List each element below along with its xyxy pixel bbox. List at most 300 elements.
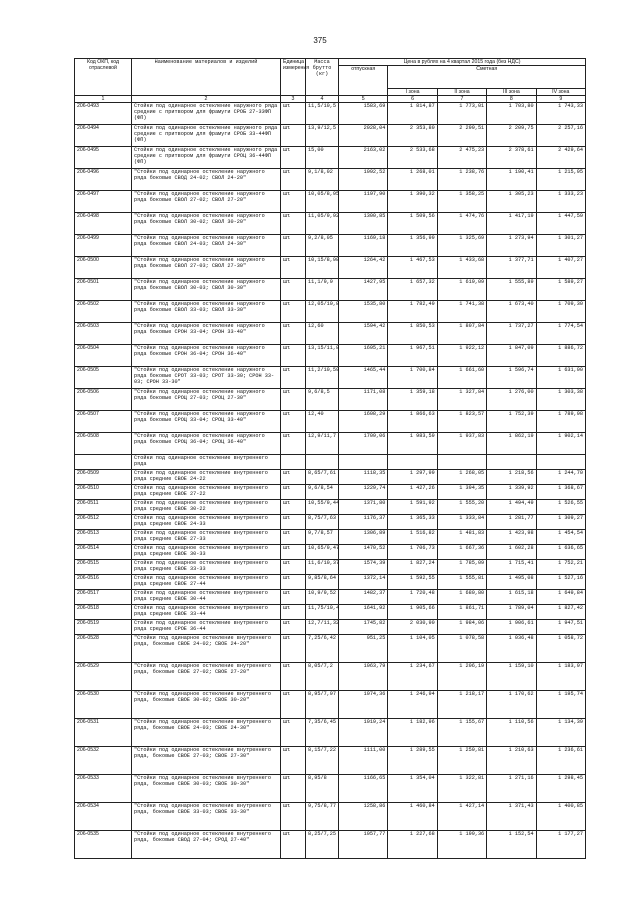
cell-zone-4-price: 1 631,00: [536, 367, 585, 389]
cell-zone-4-price: 1 589,27: [536, 279, 585, 301]
cell-mass: 11,2/10,59: [306, 367, 339, 389]
cell-zone-2-price: 1 433,68: [437, 257, 486, 279]
cell-code: 206-0519: [75, 620, 132, 635]
cell-zone-1-price: 1 104,05: [388, 635, 437, 663]
table-row: [75, 213, 586, 235]
cell-zone-1-price: 1 356,99: [388, 235, 437, 257]
cell-code: 206-0499: [75, 235, 132, 257]
cell-zone-3-price: 1 862,19: [487, 433, 536, 455]
table-row: [75, 323, 586, 345]
cell-code: 206-0530: [75, 691, 132, 719]
cell-name: [132, 545, 281, 560]
table-row: [75, 125, 586, 147]
cell-mass: 11,6/10,37: [306, 560, 339, 575]
cell-unit: шт.: [281, 147, 306, 169]
cell-mass: 10,05/8,95: [306, 191, 339, 213]
table-row: [75, 257, 586, 279]
cell-code: 206-0506: [75, 389, 132, 411]
cell-release-price: 1695,21: [339, 345, 388, 367]
material-name: "Стойки под одинарное остекление наружного ряда боковые СРОН 33-04; СРОН 33-40": [134, 323, 265, 335]
cell-name: [132, 103, 281, 125]
cell-code: 206-0517: [75, 590, 132, 605]
cell-code: 206-0500: [75, 257, 132, 279]
cell-unit: шт.: [281, 831, 306, 859]
cell-zone-4-price: 1 947,51: [536, 620, 585, 635]
cell-name: [132, 620, 281, 635]
cell-mass: 8,65/7,61: [306, 470, 339, 485]
cell-name: [132, 169, 281, 191]
cell-zone-2-price: [437, 455, 486, 470]
cell-code: 206-0493: [75, 103, 132, 125]
cell-release-price: 1063,79: [339, 663, 388, 691]
cell-zone-2-price: 1 619,09: [437, 279, 486, 301]
cell-unit: шт.: [281, 470, 306, 485]
cell-zone-2-price: 1 922,12: [437, 345, 486, 367]
cell-code: 206-0505: [75, 367, 132, 389]
material-name: "Стойки под одинарное остекление наружного ряда боковые СРОЦ 27-03; СРОЦ 27-30": [134, 389, 265, 401]
cell-unit: шт.: [281, 345, 306, 367]
cell-mass: 8,25/7,25: [306, 831, 339, 859]
cell-mass: 11,5/10,5: [306, 103, 339, 125]
table-row: [75, 367, 586, 389]
cell-mass: 10,55/9,44: [306, 500, 339, 515]
cell-name: [132, 389, 281, 411]
material-name: Стойки под одинарное остекление внутреннего ряда средние СВОЕ 27-22: [134, 485, 268, 497]
cell-release-price: 951,25: [339, 635, 388, 663]
material-name: "Стойки под одинарное остекление наружного ряда боковые СВОЛ 33-03; СВОЛ 33-30": [134, 301, 265, 313]
column-index: 6: [388, 96, 437, 103]
header-zone-2: II зона: [437, 89, 486, 96]
cell-zone-3-price: 1 159,10: [487, 663, 536, 691]
cell-zone-3-price: 1 110,56: [487, 719, 536, 747]
cell-name: [132, 279, 281, 301]
table-row: [75, 103, 586, 125]
cell-zone-4-price: 1 058,72: [536, 635, 585, 663]
cell-unit: шт.: [281, 235, 306, 257]
cell-zone-1-price: 1 967,51: [388, 345, 437, 367]
cell-zone-1-price: 1 700,84: [388, 367, 437, 389]
cell-zone-3-price: 1 715,41: [487, 560, 536, 575]
cell-name: [132, 663, 281, 691]
cell-release-price: 1111,00: [339, 747, 388, 775]
cell-zone-4-price: 1 400,85: [536, 803, 585, 831]
cell-release-price: 1176,37: [339, 515, 388, 530]
cell-unit: шт.: [281, 213, 306, 235]
cell-code: 206-0495: [75, 147, 132, 169]
cell-zone-1-price: 1 983,59: [388, 433, 437, 455]
cell-zone-3-price: 1 371,43: [487, 803, 536, 831]
cell-release-price: 1300,85: [339, 213, 388, 235]
cell-code: 206-0518: [75, 605, 132, 620]
table-row: [75, 169, 586, 191]
material-name: "Стойки под одинарное остекление внутреннего ряда, боковые СВОЕ 27-03; СВОЕ 27-30": [134, 747, 271, 759]
cell-unit: шт.: [281, 515, 306, 530]
cell-code: 206-0531: [75, 719, 132, 747]
cell-zone-4-price: 1 527,16: [536, 575, 585, 590]
cell-mass: 8,95/8: [306, 775, 339, 803]
cell-zone-1-price: 1 782,49: [388, 301, 437, 323]
table-row: [75, 470, 586, 485]
cell-name: [132, 345, 281, 367]
material-name: Стойки под одинарное остекление наружного ряда средние с притвором для фрамуги СРОБ 27-33ФП (ФП): [134, 103, 278, 121]
cell-zone-2-price: 1 333,84: [437, 515, 486, 530]
section-row: [75, 455, 586, 470]
cell-unit: шт.: [281, 620, 306, 635]
cell-zone-3-price: 1 494,49: [487, 500, 536, 515]
cell-mass: [306, 455, 339, 470]
cell-name: [132, 719, 281, 747]
cell-release-price: 1470,52: [339, 545, 388, 560]
cell-name: [132, 831, 281, 859]
cell-zone-1-price: 1 297,99: [388, 470, 437, 485]
cell-zone-4-price: 1 368,67: [536, 485, 585, 500]
cell-code: 206-0514: [75, 545, 132, 560]
table-row: [75, 389, 586, 411]
cell-zone-3-price: 1 305,23: [487, 191, 536, 213]
table-row: [75, 235, 586, 257]
header-zone-3: III зона: [487, 89, 536, 96]
cell-mass: 10,65/9,47: [306, 545, 339, 560]
table-row: [75, 747, 586, 775]
cell-release-price: 1118,35: [339, 470, 388, 485]
cell-zone-2-price: 1 667,36: [437, 545, 486, 560]
cell-zone-1-price: 1 390,32: [388, 191, 437, 213]
cell-mass: 12,05/10,8: [306, 301, 339, 323]
cell-unit: шт.: [281, 485, 306, 500]
header-estimate: Сметная: [388, 66, 586, 89]
cell-unit: шт.: [281, 191, 306, 213]
header-release: отпускная: [339, 66, 388, 96]
cell-zone-4-price: 1 407,27: [536, 257, 585, 279]
cell-unit: шт.: [281, 323, 306, 345]
cell-zone-2-price: 1 358,25: [437, 191, 486, 213]
cell-zone-3-price: 1 036,48: [487, 635, 536, 663]
cell-zone-3-price: 1 789,04: [487, 605, 536, 620]
cell-zone-3-price: 2 209,75: [487, 125, 536, 147]
cell-zone-2-price: 1 325,69: [437, 235, 486, 257]
material-name: Стойки под одинарное остекление внутреннего ряда средние СВОЕ 30-33: [134, 545, 268, 557]
cell-zone-1-price: 1 850,53: [388, 323, 437, 345]
cell-code: 206-0513: [75, 530, 132, 545]
material-name: "Стойки под одинарное остекление внутреннего ряда, боковые СВОЕ 24-03; СВОЕ 24-30": [134, 719, 271, 731]
cell-name: [132, 775, 281, 803]
cell-mass: 8,15/7,22: [306, 747, 339, 775]
cell-zone-3-price: 1 596,74: [487, 367, 536, 389]
cell-zone-2-price: 1 474,76: [437, 213, 486, 235]
cell-zone-3-price: 1 276,00: [487, 389, 536, 411]
cell-zone-1-price: 2 030,90: [388, 620, 437, 635]
cell-unit: шт.: [281, 575, 306, 590]
cell-zone-3-price: 1 906,61: [487, 620, 536, 635]
cell-mass: 15,00: [306, 147, 339, 169]
table-row: [75, 279, 586, 301]
table-row: [75, 691, 586, 719]
table-row: [75, 831, 586, 859]
cell-zone-3-price: 1 190,41: [487, 169, 536, 191]
cell-zone-2-price: 1 823,57: [437, 411, 486, 433]
cell-unit: шт.: [281, 605, 306, 620]
cell-code: 206-0532: [75, 747, 132, 775]
cell-mass: 13,9/12,5: [306, 125, 339, 147]
cell-zone-1-price: 1 354,04: [388, 775, 437, 803]
cell-unit: шт.: [281, 530, 306, 545]
cell-code: 206-0496: [75, 169, 132, 191]
header-mass: Масса брутто (кг): [306, 59, 339, 96]
material-name: "Стойки под одинарное остекление наружного ряда боковые СРОТ 33-03; СРОТ 33-30; СРОН 33-03; СРОН 33-30": [134, 367, 275, 385]
cell-zone-4-price: [536, 455, 585, 470]
cell-mass: 12,40: [306, 411, 339, 433]
page-number: 375: [313, 36, 327, 45]
cell-mass: 9,6/8,5: [306, 389, 339, 411]
cell-name: [132, 257, 281, 279]
table-row: [75, 635, 586, 663]
column-index: 1: [75, 96, 132, 103]
table-row: [75, 803, 586, 831]
cell-name: [132, 411, 281, 433]
material-name: "Стойки под одинарное остекление внутреннего ряда, боковые СВОД 27-04; СРОД 27-40": [134, 831, 271, 843]
material-name: "Стойки под одинарное остекление наружного ряда боковые СРОН 36-04; СРОН 36-40": [134, 345, 265, 357]
cell-unit: шт.: [281, 279, 306, 301]
cell-unit: шт.: [281, 301, 306, 323]
table-row: [75, 411, 586, 433]
cell-name: [132, 530, 281, 545]
cell-zone-2-price: 1 259,81: [437, 747, 486, 775]
price-table: [74, 58, 586, 859]
cell-zone-2-price: 1 937,83: [437, 433, 486, 455]
material-name: Стойки под одинарное остекление внутреннего ряда средние СВОЕ 27-44: [134, 575, 268, 587]
table-row: [75, 605, 586, 620]
cell-zone-1-price: 1 720,48: [388, 590, 437, 605]
cell-zone-1-price: 1 427,26: [388, 485, 437, 500]
cell-code: 206-0533: [75, 775, 132, 803]
cell-zone-4-price: 1 752,21: [536, 560, 585, 575]
cell-zone-3-price: 1 737,27: [487, 323, 536, 345]
cell-zone-4-price: 1 215,95: [536, 169, 585, 191]
cell-release-price: 1482,37: [339, 590, 388, 605]
cell-zone-3-price: 1 673,40: [487, 301, 536, 323]
cell-unit: шт.: [281, 367, 306, 389]
cell-zone-2-price: 1 555,81: [437, 575, 486, 590]
cell-release-price: 1057,77: [339, 831, 388, 859]
cell-release-price: 1709,06: [339, 433, 388, 455]
table-row: [75, 775, 586, 803]
cell-zone-4-price: 1 902,14: [536, 433, 585, 455]
column-index: 7: [437, 96, 486, 103]
cell-zone-1-price: 1 268,01: [388, 169, 437, 191]
cell-zone-2-price: 1 481,83: [437, 530, 486, 545]
cell-zone-3-price: 1 271,16: [487, 775, 536, 803]
header-code: Код ОКП, код отраслевой: [75, 59, 132, 96]
column-index: 9: [536, 96, 585, 103]
cell-code: 206-0497: [75, 191, 132, 213]
cell-zone-3-price: 1 417,19: [487, 213, 536, 235]
cell-name: [132, 635, 281, 663]
cell-unit: шт.: [281, 747, 306, 775]
cell-mass: 8,95/7,97: [306, 691, 339, 719]
cell-unit: шт.: [281, 500, 306, 515]
cell-zone-4-price: 1 298,45: [536, 775, 585, 803]
cell-zone-4-price: 1 303,38: [536, 389, 585, 411]
cell-name: [132, 691, 281, 719]
cell-unit: шт.: [281, 560, 306, 575]
cell-name: [132, 560, 281, 575]
column-index-row: [75, 96, 586, 103]
material-name: "Стойки под одинарное остекление наружного ряда боковые СВОЛ 27-02; СВОЛ 27-20": [134, 191, 265, 203]
cell-mass: 8,75/7,63: [306, 515, 339, 530]
cell-release-price: 1306,89: [339, 530, 388, 545]
cell-zone-4-price: 1 886,72: [536, 345, 585, 367]
cell-release-price: 1745,82: [339, 620, 388, 635]
table-row: [75, 719, 586, 747]
cell-mass: 13,15/11,8: [306, 345, 339, 367]
cell-zone-1-price: 1 359,18: [388, 389, 437, 411]
cell-code: 206-0516: [75, 575, 132, 590]
cell-zone-2-price: 1 322,81: [437, 775, 486, 803]
material-name: Стойки под одинарное остекление наружного ряда средние с притвором для фрамуги СРОЦ 36-44ФП (ФП): [134, 147, 278, 165]
cell-name: [132, 590, 281, 605]
cell-zone-1-price: 1 592,55: [388, 575, 437, 590]
cell-unit: шт.: [281, 691, 306, 719]
cell-zone-3-price: 1 615,18: [487, 590, 536, 605]
cell-code: 206-0529: [75, 663, 132, 691]
cell-zone-3-price: 1 152,54: [487, 831, 536, 859]
cell-zone-2-price: 1 268,05: [437, 470, 486, 485]
header-zone-4: IV зона: [536, 89, 585, 96]
cell-code: 206-0494: [75, 125, 132, 147]
cell-zone-4-price: 1 447,59: [536, 213, 585, 235]
cell-zone-3-price: 1 218,56: [487, 470, 536, 485]
cell-release-price: 1197,90: [339, 191, 388, 213]
cell-zone-4-price: 1 177,27: [536, 831, 585, 859]
cell-unit: шт.: [281, 103, 306, 125]
cell-mass: 10,15/8,98: [306, 257, 339, 279]
material-name: "Стойки под одинарное остекление внутреннего ряда, боковые СВОЕ 27-02; СВОЕ 27-20": [134, 663, 271, 675]
cell-zone-4-price: 2 429,64: [536, 147, 585, 169]
column-index: 2: [132, 96, 281, 103]
cell-zone-3-price: 1 281,77: [487, 515, 536, 530]
cell-unit: шт.: [281, 663, 306, 691]
cell-zone-3-price: 1 703,80: [487, 103, 536, 125]
table-row: [75, 485, 586, 500]
material-name: "Стойки под одинарное остекление наружного ряда боковые СВОЛ 30-03; СВОЛ 30-30": [134, 279, 265, 291]
cell-release-price: 1574,39: [339, 560, 388, 575]
cell-code: 206-0507: [75, 411, 132, 433]
cell-release-price: 1229,74: [339, 485, 388, 500]
cell-code: 206-0534: [75, 803, 132, 831]
cell-zone-2-price: 1 807,84: [437, 323, 486, 345]
table-row: [75, 545, 586, 560]
cell-mass: 7,25/6,42: [306, 635, 339, 663]
cell-zone-1-price: 1 657,32: [388, 279, 437, 301]
cell-release-price: [339, 455, 388, 470]
cell-zone-2-price: 1 078,58: [437, 635, 486, 663]
cell-zone-2-price: 2 299,51: [437, 125, 486, 147]
material-name: "Стойки под одинарное остекление наружного ряда боковые СВОЛ 24-03; СВОЛ 24-30": [134, 235, 265, 247]
cell-unit: шт.: [281, 545, 306, 560]
cell-release-price: 1465,44: [339, 367, 388, 389]
cell-zone-3-price: 1 339,92: [487, 485, 536, 500]
cell-name: [132, 605, 281, 620]
table-row: [75, 500, 586, 515]
cell-zone-1-price: 1 227,68: [388, 831, 437, 859]
column-index: 8: [487, 96, 536, 103]
cell-zone-1-price: 1 827,24: [388, 560, 437, 575]
cell-zone-3-price: 1 423,98: [487, 530, 536, 545]
cell-zone-1-price: 1 467,53: [388, 257, 437, 279]
section-title: Стойки под одинарное остекление внутреннего ряда: [132, 455, 281, 470]
cell-zone-4-price: 1 789,98: [536, 411, 585, 433]
table-row: [75, 663, 586, 691]
cell-zone-3-price: 1 170,62: [487, 691, 536, 719]
cell-mass: 8,05/7,2: [306, 663, 339, 691]
cell-name: [132, 433, 281, 455]
cell-zone-3-price: 1 602,28: [487, 545, 536, 560]
cell-name: [132, 803, 281, 831]
material-name: "Стойки под одинарное остекление наружного ряда боковые СВОД 24-02; СВОЛ 24-20": [134, 169, 265, 181]
cell-name: [132, 235, 281, 257]
cell-mass: 9,2/8,05: [306, 235, 339, 257]
table-row: [75, 560, 586, 575]
cell-name: [132, 575, 281, 590]
cell-zone-2-price: 1 773,01: [437, 103, 486, 125]
cell-zone-3-price: 1 847,09: [487, 345, 536, 367]
cell-release-price: 1171,08: [339, 389, 388, 411]
cell-release-price: 1169,18: [339, 235, 388, 257]
cell-code: 206-0512: [75, 515, 132, 530]
cell-zone-2-price: 1 394,35: [437, 485, 486, 500]
cell-zone-4-price: 1 183,97: [536, 663, 585, 691]
material-name: "Стойки под одинарное остекление наружного ряда боковые СВОЛ 30-02; СВОЛ 30-20": [134, 213, 265, 225]
cell-release-price: 1019,24: [339, 719, 388, 747]
cell-release-price: 1583,69: [339, 103, 388, 125]
cell-zone-1-price: 1 814,87: [388, 103, 437, 125]
cell-zone-2-price: 1 785,09: [437, 560, 486, 575]
table-row: [75, 620, 586, 635]
material-name: Стойки под одинарное остекление внутреннего ряда средние СВОЕ 33-33: [134, 560, 268, 572]
material-name: "Стойки под одинарное остекление внутреннего ряда, боковые СВОЕ 24-02; СВОЕ 24-20": [134, 635, 271, 647]
cell-zone-2-price: 1 555,20: [437, 500, 486, 515]
cell-zone-4-price: 1 526,55: [536, 500, 585, 515]
cell-unit: шт.: [281, 803, 306, 831]
cell-name: [132, 191, 281, 213]
cell-unit: шт.: [281, 257, 306, 279]
cell-zone-3-price: 1 377,71: [487, 257, 536, 279]
cell-mass: 9,85/8,64: [306, 575, 339, 590]
material-name: Стойки под одинарное остекление внутреннего ряда средние СВОЕ 30-44: [134, 590, 268, 602]
material-name: Стойки под одинарное остекление внутреннего ряда средние СВОЕ 33-44: [134, 605, 268, 617]
cell-release-price: 1074,36: [339, 691, 388, 719]
cell-mass: 11,1/9,9: [306, 279, 339, 301]
table-row: [75, 575, 586, 590]
header-unit: Единица измерения: [281, 59, 306, 96]
cell-zone-2-price: 1 984,06: [437, 620, 486, 635]
material-name: "Стойки под одинарное остекление наружного ряда боковые СРОЦ 36-04; СРОЦ 36-40": [134, 433, 265, 445]
header-price-title: Цена в рублях на 4 квартал 2015 года (без НДС): [339, 59, 586, 66]
cell-code: [75, 455, 132, 470]
cell-unit: шт.: [281, 125, 306, 147]
cell-zone-2-price: 1 741,38: [437, 301, 486, 323]
material-name: Стойки под одинарное остекление внутреннего ряда средние СРОЕ 36-44: [134, 620, 268, 632]
cell-code: 206-0503: [75, 323, 132, 345]
cell-zone-1-price: 2 353,80: [388, 125, 437, 147]
cell-release-price: 2028,04: [339, 125, 388, 147]
cell-zone-3-price: [487, 455, 536, 470]
cell-zone-4-price: 1 454,54: [536, 530, 585, 545]
cell-zone-4-price: 1 195,74: [536, 691, 585, 719]
cell-zone-2-price: 1 218,17: [437, 691, 486, 719]
cell-zone-1-price: 1 905,66: [388, 605, 437, 620]
table-row: [75, 433, 586, 455]
